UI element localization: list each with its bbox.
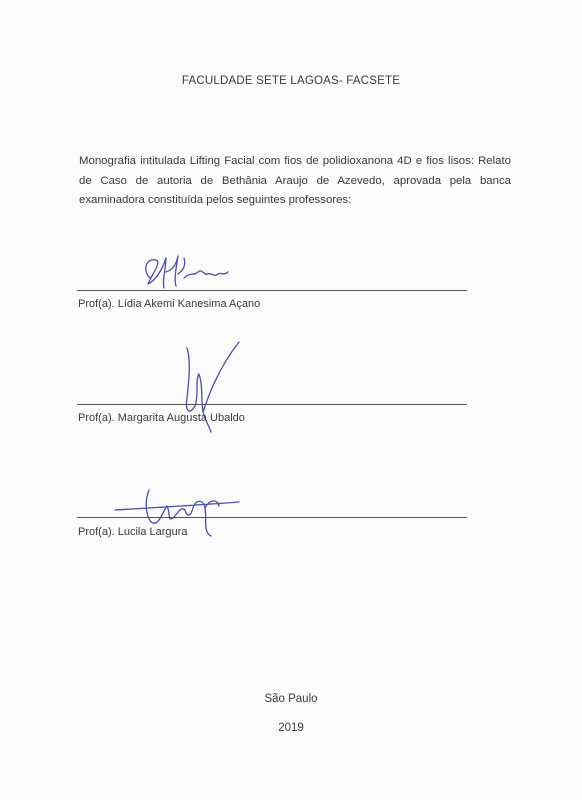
examiner-name-1: Prof(a). Lídia Akemi Kanesima Açano <box>78 298 261 310</box>
institution-title: FACULDADE SETE LAGOAS- FACSETE <box>181 75 401 87</box>
footer-city: São Paulo <box>264 693 318 705</box>
approval-paragraph: Monografia intitulada Lifting Facial com fios de polidioxanona 4D e fios lisos: Relato de Caso de autoria de Bethânia Araujo de Azevedo, aprovada pela banca examinadora constituída pelos seguintes professores: <box>79 155 511 206</box>
signature-line-3 <box>77 517 467 518</box>
signature-line-2 <box>77 404 467 405</box>
examiner-name-3: Prof(a). Lucila Largura <box>78 526 188 538</box>
examiner-name-2: Prof(a). Margarita Augusta Ubaldo <box>78 412 245 424</box>
signature-line-1 <box>77 290 467 291</box>
footer-year: 2019 <box>278 722 304 734</box>
handwritten-signature-1 <box>132 250 242 292</box>
